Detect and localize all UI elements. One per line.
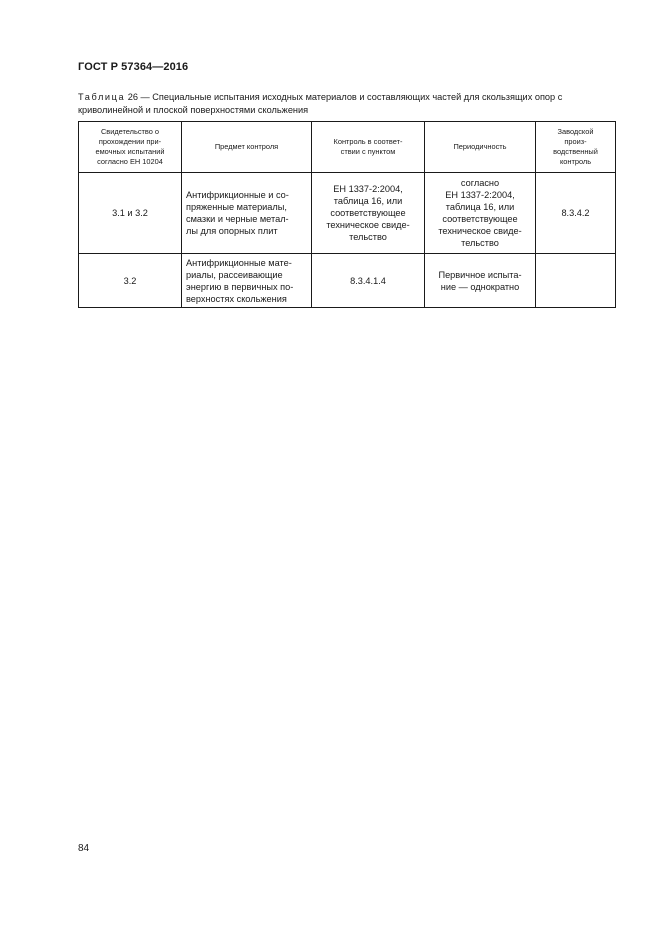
cell-periodicity: Первичное испыта- ние — однократно [425, 254, 536, 308]
cell-subject: Антифрикционные и со- пряженные материалы, смазки и черные метал- лы для опорных плит [182, 173, 312, 254]
column-header-subject: Предмет контроля [182, 122, 312, 173]
column-header-certificate: Свидетельство о прохождении при- емочных испытаний согласно ЕН 10204 [79, 122, 182, 173]
cell-subject: Антифрикционные мате- риалы, рассеивающие энергию в первичных по- верхностях скольжения [182, 254, 312, 308]
cell-control: ЕН 1337-2:2004, таблица 16, или соответствующее техническое свиде- тельство [312, 173, 425, 254]
cell-certificate: 3.2 [79, 254, 182, 308]
cell-control: 8.3.4.1.4 [312, 254, 425, 308]
table-caption [78, 91, 618, 117]
document-standard-id: ГОСТ Р 57364—2016 [78, 61, 189, 73]
cell-factory-control: 8.3.4.2 [536, 173, 616, 254]
cell-certificate: 3.1 и 3.2 [79, 173, 182, 254]
table-header-row [79, 122, 616, 173]
column-header-factory-control: Заводской произ- водственный контроль [536, 122, 616, 173]
table-row [79, 254, 616, 308]
column-header-periodicity: Периодичность [425, 122, 536, 173]
table-caption-label: Таблица [78, 92, 126, 102]
cell-periodicity: согласно ЕН 1337-2:2004, таблица 16, или соответствующее техническое свиде- тельство [425, 173, 536, 254]
page-number: 84 [78, 843, 90, 854]
cell-factory-control [536, 254, 616, 308]
column-header-control: Контроль в соответ- ствии с пунктом [312, 122, 425, 173]
table-row [79, 173, 616, 254]
table-caption-text: 26 — Специальные испытания исходных материалов и составляющих частей для скользящих опор с криволинейной и плоской поверхностями скольжения [78, 92, 563, 115]
special-tests-table [78, 121, 616, 308]
